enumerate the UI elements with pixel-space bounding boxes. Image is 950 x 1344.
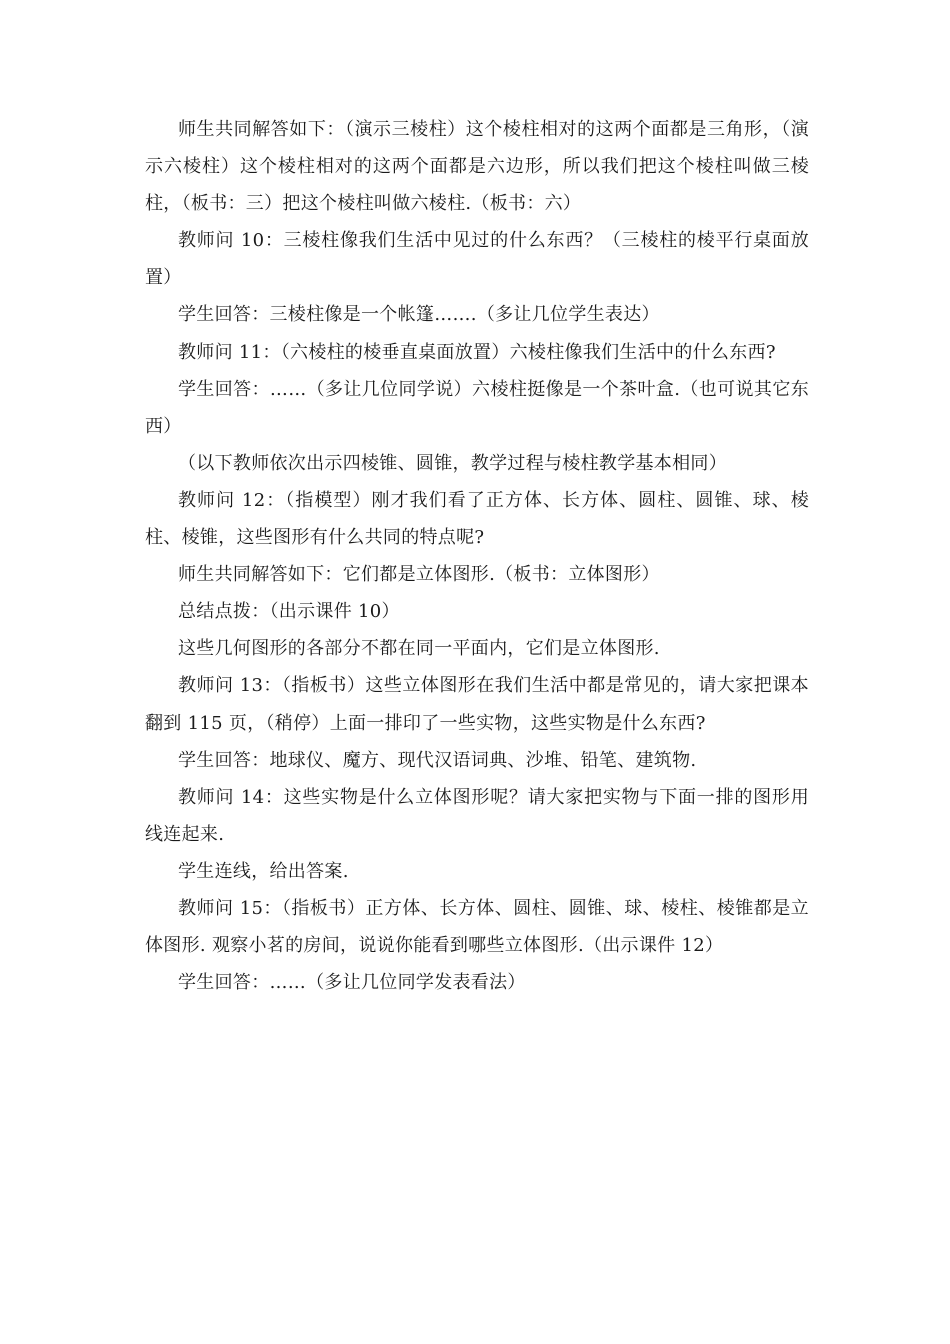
paragraph-teacher-question-13: 教师问 13：（指板书）这些立体图形在我们生活中都是常见的，请大家把课本翻到 115 页，（稍停）上面一排印了一些实物，这些实物是什么东西? <box>145 675 809 734</box>
paragraph-summary-definition: 这些几何图形的各部分不都在同一平面内，它们是立体图形. <box>178 638 660 660</box>
paragraph-teacher-question-14: 教师问 14：这些实物是什么立体图形呢？请大家把实物与下面一排的图形用线连起来. <box>145 786 809 845</box>
paragraph-summary-heading: 总结点拨：（出示课件 10） <box>178 601 400 623</box>
paragraph-teacher-question-11: 教师问 11：（六棱柱的棱垂直桌面放置）六棱柱像我们生活中的什么东西? <box>178 341 776 363</box>
paragraph-teacher-student-answer-solids: 师生共同解答如下：它们都是立体图形.（板书：立体图形） <box>178 564 660 586</box>
paragraph-student-connect-lines: 学生连线，给出答案. <box>178 860 349 882</box>
paragraph-student-answer-views: 学生回答：……（多让几位同学发表看法） <box>178 972 526 994</box>
paragraph-teacher-question-15: 教师问 15：（指板书）正方体、长方体、圆柱、圆锥、球、棱柱、棱锥都是立体图形. 观察小茗的房间，说说你能看到哪些立体图形.（出示课件 12） <box>145 897 809 957</box>
paragraph-teacher-question-12: 教师问 12：（指模型）刚才我们看了正方体、长方体、圆柱、圆锥、球、棱柱、棱锥，这些图形有什么共同的特点呢? <box>145 489 809 549</box>
paragraph-pyramid-cone-note: （以下教师依次出示四棱锥、圆锥，教学过程与棱柱教学基本相同） <box>178 452 727 474</box>
paragraph-student-answer-tent: 学生回答：三棱柱像是一个帐篷…….（多让几位学生表达） <box>178 304 660 326</box>
document-body <box>145 111 809 1001</box>
paragraph-student-answer-tea-box: 学生回答：……（多让几位同学说）六棱柱挺像是一个茶叶盒.（也可说其它东西） <box>145 378 809 437</box>
paragraph-teacher-student-answer-prisms: 师生共同解答如下：（演示三棱柱）这个棱柱相对的这两个面都是三角形，（演示六棱柱）这个棱柱相对的这两个面都是六边形，所以我们把这个棱柱叫做三棱柱，（板书：三）把这个棱柱叫做六棱柱.（板书：六） <box>145 119 809 215</box>
paragraph-teacher-question-10: 教师问 10：三棱柱像我们生活中见过的什么东西？（三棱柱的棱平行桌面放置） <box>145 230 809 289</box>
paragraph-student-answer-objects: 学生回答：地球仪、魔方、现代汉语词典、沙堆、铅笔、建筑物. <box>178 749 697 771</box>
